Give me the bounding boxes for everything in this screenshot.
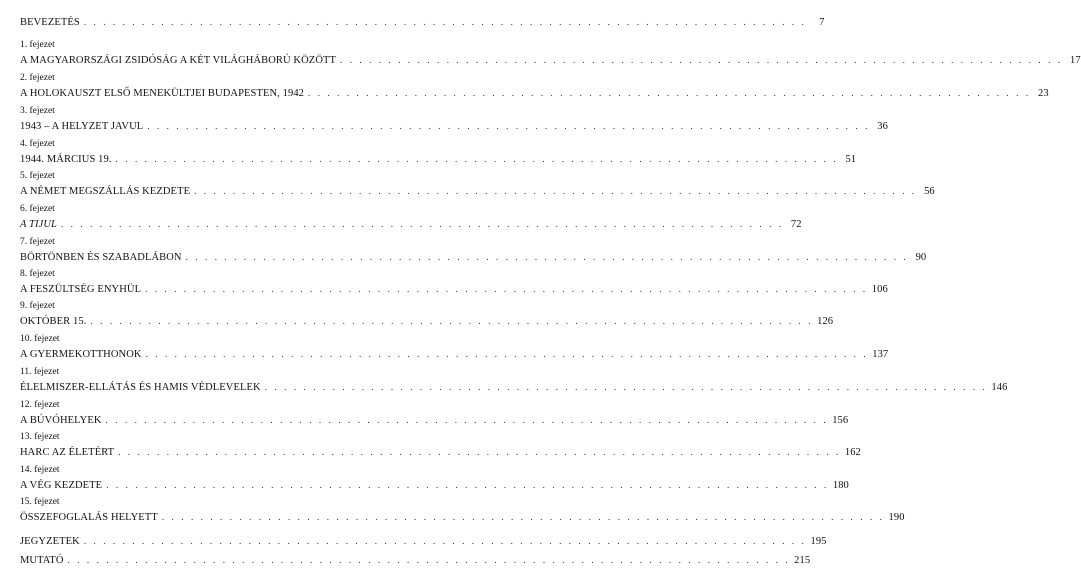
toc-entry-chapter[interactable] — [20, 445, 861, 459]
toc-entry-title: 1943 – A HELYZET JAVUL — [20, 121, 144, 132]
toc-entry-title: A MAGYARORSZÁGI ZSIDÓSÁG A KÉT VILÁGHÁBORÚ KÖZÖTT — [20, 55, 337, 66]
toc-entry-title: A GYERMEKOTTHONOK — [20, 349, 142, 360]
toc-entry-title: A BÚVÓHELYEK — [20, 415, 102, 426]
toc-entry-chapter[interactable] — [20, 478, 849, 492]
dot-leader: . . . . . . . . . . . . . . . . . . . . . . . . . . . . . . . . . . . . . . . . . . . . . . . . . . . . . . . . . . . . . . . . . . . . . . . . . . . — [106, 480, 829, 490]
dot-leader: . . . . . . . . . . . . . . . . . . . . . . . . . . . . . . . . . . . . . . . . . . . . . . . . . . . . . . . . . . . . . . . . . . . . . . . . . . . — [147, 121, 870, 131]
toc-entry-chapter[interactable] — [20, 282, 888, 296]
toc-entry-page-number: 36 — [877, 121, 888, 132]
dot-leader: . . . . . . . . . . . . . . . . . . . . . . . . . . . . . . . . . . . . . . . . . . . . . . . . . . . . . . . . . . . . . . . . . . . . . . . . . . . — [145, 284, 868, 294]
toc-entry-title: A TIJUL — [20, 219, 57, 230]
toc-entry-chapter[interactable] — [20, 347, 889, 361]
toc-entry-chapter[interactable] — [20, 250, 927, 264]
toc-entry-page-number: 190 — [888, 512, 905, 523]
dot-leader: . . . . . . . . . . . . . . . . . . . . . . . . . . . . . . . . . . . . . . . . . . . . . . . . . . . . . . . . . . . . . . . . . . . . . . . . . . . — [308, 88, 1031, 98]
chapter-label: 3. fejezet — [20, 106, 55, 116]
chapter-label: 6. fejezet — [20, 204, 55, 214]
dot-leader: . . . . . . . . . . . . . . . . . . . . . . . . . . . . . . . . . . . . . . . . . . . . . . . . . . . . . . . . . . . . . . . . . . . . . . . . . . . — [118, 447, 841, 457]
dot-leader: . . . . . . . . . . . . . . . . . . . . . . . . . . . . . . . . . . . . . . . . . . . . . . . . . . . . . . . . . . . . . . . . . . . . . . . . . . . — [145, 349, 869, 359]
dot-leader: . . . . . . . . . . . . . . . . . . . . . . . . . . . . . . . . . . . . . . . . . . . . . . . . . . . . . . . . . . . . . . . . . . . . . . . . . . . — [340, 55, 1063, 65]
chapter-label: 11. fejezet — [20, 367, 60, 377]
toc-entry-page-number: 146 — [991, 382, 1008, 393]
toc-entry-page-number: 180 — [832, 480, 849, 491]
toc-entry-title: ÖSSZEFOGLALÁS HELYETT — [20, 512, 158, 523]
toc-entry-page-number: 23 — [1037, 88, 1049, 99]
toc-entry-page-number: 17 — [1069, 55, 1081, 66]
toc-entry-chapter[interactable] — [20, 314, 834, 328]
toc-entry-title: BEVEZETÉS — [20, 17, 80, 28]
toc-entry-title: JEGYZETEK — [20, 536, 80, 547]
toc-entry-chapter[interactable] — [20, 217, 802, 231]
toc-entry-page-number: 51 — [845, 154, 857, 165]
toc-entry-page-number: 72 — [790, 219, 802, 230]
dot-leader: . . . . . . . . . . . . . . . . . . . . . . . . . . . . . . . . . . . . . . . . . . . . . . . . . . . . . . . . . . . . . . . . . . . . . . . . . . . — [83, 536, 807, 546]
toc-entry-page-number: 56 — [924, 186, 935, 197]
toc-entry-page-number: 126 — [817, 316, 834, 327]
toc-entry-chapter[interactable] — [20, 510, 905, 524]
toc-entry-title: ÉLELMISZER-ELLÁTÁS ÉS HAMIS VÉDLEVELEK — [20, 382, 261, 393]
chapter-label: 15. fejezet — [20, 497, 60, 507]
toc-entry-chapter[interactable] — [20, 53, 1081, 67]
toc-entry-page-number: 137 — [872, 349, 889, 360]
toc-entry-title: HARC AZ ÉLETÉRT — [20, 447, 115, 458]
toc-entry-page-number: 106 — [871, 284, 888, 295]
toc-entry-chapter[interactable] — [20, 119, 888, 133]
toc-entry-title: A FESZÜLTSÉG ENYHÜL — [20, 284, 142, 295]
chapter-label: 8. fejezet — [20, 269, 55, 279]
dot-leader: . . . . . . . . . . . . . . . . . . . . . . . . . . . . . . . . . . . . . . . . . . . . . . . . . . . . . . . . . . . . . . . . . . . . . . . . . . . — [90, 316, 814, 326]
dot-leader: . . . . . . . . . . . . . . . . . . . . . . . . . . . . . . . . . . . . . . . . . . . . . . . . . . . . . . . . . . . . . . . . . . . . . . . . . . . — [67, 555, 791, 565]
toc-entry-page-number: 215 — [794, 555, 811, 566]
chapter-label: 14. fejezet — [20, 465, 60, 475]
toc-entry-notes[interactable] — [20, 534, 827, 548]
toc-entry-title: MUTATÓ — [20, 555, 64, 566]
toc-entry-page-number: 195 — [810, 536, 827, 547]
chapter-label: 12. fejezet — [20, 400, 60, 410]
chapter-label: 4. fejezet — [20, 139, 55, 149]
chapter-label: 9. fejezet — [20, 301, 55, 311]
dot-leader: . . . . . . . . . . . . . . . . . . . . . . . . . . . . . . . . . . . . . . . . . . . . . . . . . . . . . . . . . . . . . . . . . . . . . . . . . . . — [115, 154, 839, 164]
toc-entry-title: A HOLOKAUSZT ELSŐ MENEKÜLTJEI BUDAPESTEN, 1942 — [20, 88, 305, 99]
chapter-label: 10. fejezet — [20, 334, 60, 344]
toc-entry-page-number: 156 — [832, 415, 849, 426]
toc-entry-chapter[interactable] — [20, 184, 935, 198]
toc-entry-chapter[interactable] — [20, 380, 1008, 394]
toc-entry-title: A VÉG KEZDETE — [20, 480, 103, 491]
toc-entry-page-number: 162 — [844, 447, 861, 458]
toc-entry-title: A NÉMET MEGSZÁLLÁS KEZDETE — [20, 186, 191, 197]
dot-leader: . . . . . . . . . . . . . . . . . . . . . . . . . . . . . . . . . . . . . . . . . . . . . . . . . . . . . . . . . . . . . . . . . . . . . . . . . . . — [83, 17, 807, 27]
chapter-label: 5. fejezet — [20, 171, 55, 181]
dot-leader: . . . . . . . . . . . . . . . . . . . . . . . . . . . . . . . . . . . . . . . . . . . . . . . . . . . . . . . . . . . . . . . . . . . . . . . . . . . — [194, 186, 917, 196]
toc-entry-title: OKTÓBER 15. — [20, 316, 87, 327]
chapter-label: 2. fejezet — [20, 73, 55, 83]
toc-entry-page-number: 90 — [915, 252, 927, 263]
toc-entry-index[interactable] — [20, 553, 811, 567]
dot-leader: . . . . . . . . . . . . . . . . . . . . . . . . . . . . . . . . . . . . . . . . . . . . . . . . . . . . . . . . . . . . . . . . . . . . . . . . . . . — [60, 219, 784, 229]
toc-entry-chapter[interactable] — [20, 86, 1049, 100]
toc-entry-chapter[interactable] — [20, 413, 849, 427]
toc-entry-introduction[interactable] — [20, 15, 825, 29]
chapter-label: 1. fejezet — [20, 40, 55, 50]
dot-leader: . . . . . . . . . . . . . . . . . . . . . . . . . . . . . . . . . . . . . . . . . . . . . . . . . . . . . . . . . . . . . . . . . . . . . . . . . . . — [264, 382, 988, 392]
chapter-label: 13. fejezet — [20, 432, 60, 442]
dot-leader: . . . . . . . . . . . . . . . . . . . . . . . . . . . . . . . . . . . . . . . . . . . . . . . . . . . . . . . . . . . . . . . . . . . . . . . . . . . — [185, 252, 909, 262]
chapter-label: 7. fejezet — [20, 237, 55, 247]
dot-leader: . . . . . . . . . . . . . . . . . . . . . . . . . . . . . . . . . . . . . . . . . . . . . . . . . . . . . . . . . . . . . . . . . . . . . . . . . . . — [105, 415, 829, 425]
dot-leader: . . . . . . . . . . . . . . . . . . . . . . . . . . . . . . . . . . . . . . . . . . . . . . . . . . . . . . . . . . . . . . . . . . . . . . . . . . . — [161, 512, 885, 522]
toc-entry-page-number: 7 — [819, 17, 825, 28]
toc-entry-title: BÖRTÖNBEN ÉS SZABADLÁBON — [20, 252, 182, 263]
toc-entry-title: 1944. MÁRCIUS 19. — [20, 154, 112, 165]
toc-entry-chapter[interactable] — [20, 152, 857, 166]
